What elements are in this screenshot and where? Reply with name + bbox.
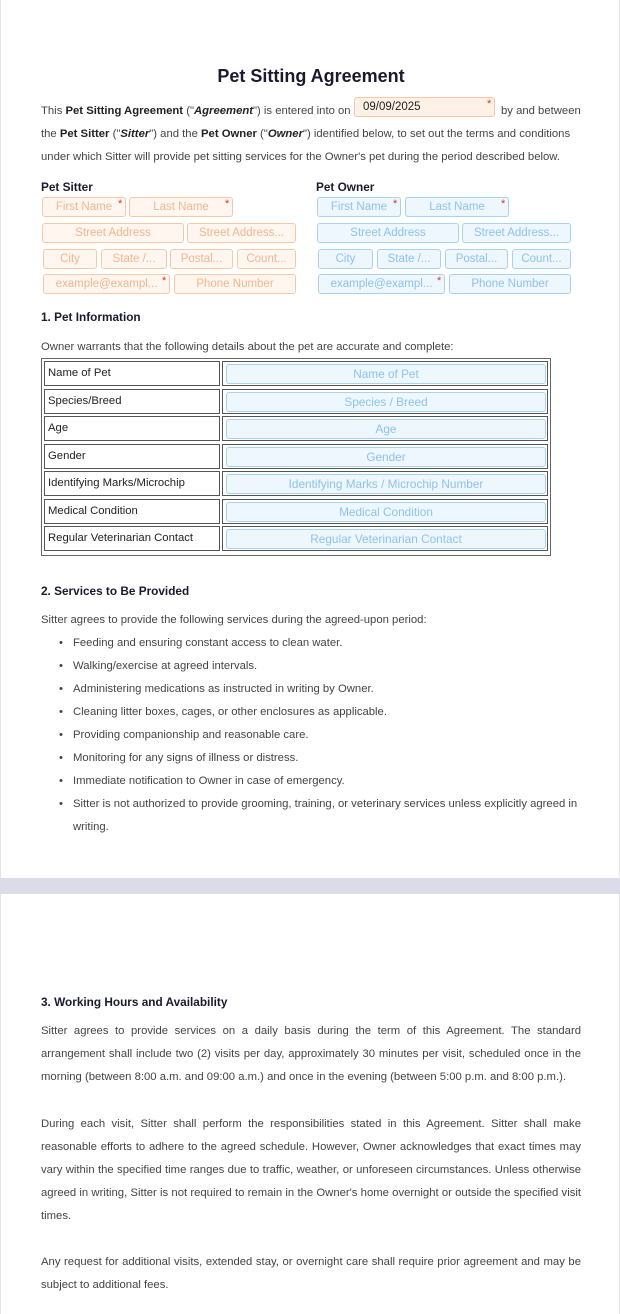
- pet-row-label: Name of Pet: [44, 361, 220, 386]
- sitter-street-address-input[interactable]: Street Address: [42, 223, 184, 243]
- table-row: [44, 416, 548, 441]
- required-marker: *: [393, 198, 398, 210]
- list-item: • Monitoring for any signs of illness or distress.: [59, 747, 579, 770]
- pet-row-cell: [222, 444, 548, 469]
- owner-city-input[interactable]: City: [318, 249, 373, 269]
- table-row: [44, 389, 548, 414]
- pet-row-cell: [222, 416, 548, 441]
- owner-phone-input[interactable]: Phone Number: [449, 274, 571, 294]
- pet-owner-heading: Pet Owner: [316, 180, 375, 194]
- intro-line-3: under which Sitter will provide pet sitting services for the Owner's pet during the period described below.: [41, 151, 560, 163]
- sitter-city-input[interactable]: City: [43, 249, 97, 269]
- required-marker: *: [501, 198, 506, 210]
- sitter-country-input[interactable]: Count...: [237, 249, 296, 269]
- agreement-date-input[interactable]: 09/09/2025: [354, 97, 495, 117]
- pet-row-label: Species/Breed: [44, 389, 220, 414]
- sitter-state-input[interactable]: State /...: [101, 249, 167, 269]
- required-marker: *: [225, 198, 230, 210]
- sitter-phone-input[interactable]: Phone Number: [174, 274, 296, 294]
- section-3-paragraph-1: Sitter agrees to provide services on a daily basis during the term of this Agreement. The standard arrangement shall include two (2) visits per day, approximately 30 minutes per visit, scheduled once in the morning (between 8:00 a.m. and 09:00 a.m.) and once in the evening (between 5:00 p.m. and 8:00 p.m.).: [41, 1025, 581, 1083]
- sitter-street-address-2-input[interactable]: Street Address...: [187, 223, 296, 243]
- list-item: • Feeding and ensuring constant access to clean water.: [59, 632, 579, 655]
- owner-street-address-2-input[interactable]: Street Address...: [462, 223, 571, 243]
- section-1-heading: 1. Pet Information: [41, 310, 141, 324]
- pet-row-label: Regular Veterinarian Contact: [44, 526, 220, 551]
- intro-by-and-between: by and between: [501, 105, 581, 117]
- list-item: • Cleaning litter boxes, cages, or other enclosures as applicable.: [59, 701, 579, 724]
- table-row: [44, 499, 548, 524]
- owner-country-input[interactable]: Count...: [512, 249, 571, 269]
- required-marker: *: [118, 198, 123, 210]
- pet-identifying-marks-input[interactable]: Identifying Marks / Microchip Number: [226, 474, 546, 494]
- table-row: [44, 526, 548, 551]
- pet-sitter-heading: Pet Sitter: [41, 180, 93, 194]
- list-item: • Sitter is not authorized to provide grooming, training, or veterinary services unless explicitly agreed in writing.: [59, 793, 579, 839]
- owner-state-input[interactable]: State /...: [377, 249, 441, 269]
- list-item: • Administering medications as instructed in writing by Owner.: [59, 678, 579, 701]
- sitter-last-name-input[interactable]: Last Name: [129, 197, 233, 217]
- pet-name-input[interactable]: Name of Pet: [226, 364, 546, 384]
- pet-row-cell: [222, 499, 548, 524]
- list-item: • Walking/exercise at agreed intervals.: [59, 655, 579, 678]
- table-row: [44, 361, 548, 386]
- sitter-email-input[interactable]: example@exampl...: [43, 274, 170, 294]
- section-3-paragraph-3: Any request for additional visits, extended stay, or overnight care shall require prior agreement and may be subject to additional fees.: [41, 1256, 581, 1291]
- sitter-postal-input[interactable]: Postal...: [170, 249, 233, 269]
- owner-postal-input[interactable]: Postal...: [445, 249, 508, 269]
- section-3-paragraph-2: During each visit, Sitter shall perform the responsibilities stated in this Agreement. Sitter shall make reasonable efforts to adhere to the agreed schedule. However, Owner acknowledges that exact times may vary within the specified time ranges due to traffic, weather, or unforeseen circumstances. Unless otherwise agreed in writing, Sitter is not required to remain in the Owner's home overnight or outside the specified visit times.: [41, 1118, 581, 1222]
- table-row: [44, 471, 548, 496]
- pet-row-label: Identifying Marks/Microchip: [44, 471, 220, 496]
- pet-veterinarian-contact-input[interactable]: Regular Veterinarian Contact: [226, 529, 546, 549]
- pet-gender-input[interactable]: Gender: [226, 447, 546, 467]
- list-item: • Providing companionship and reasonable care.: [59, 724, 579, 747]
- owner-last-name-input[interactable]: Last Name: [405, 197, 509, 217]
- table-row: [44, 444, 548, 469]
- owner-email-input[interactable]: example@exampl...: [318, 274, 445, 294]
- pet-row-label: Age: [44, 416, 220, 441]
- sitter-first-name-input[interactable]: First Name: [42, 197, 126, 217]
- pet-information-table: [41, 358, 551, 556]
- pet-row-cell: [222, 471, 548, 496]
- required-marker: *: [437, 275, 442, 287]
- document-page-2: [0, 894, 620, 1314]
- owner-first-name-input[interactable]: First Name: [317, 197, 401, 217]
- required-marker: *: [487, 98, 492, 110]
- services-list: [59, 632, 579, 839]
- intro-line-1: This Pet Sitting Agreement ("Agreement") is entered into on: [41, 105, 351, 117]
- pet-row-label: Gender: [44, 444, 220, 469]
- section-1-intro: Owner warrants that the following details about the pet are accurate and complete:: [41, 341, 454, 353]
- document-title: Pet Sitting Agreement: [217, 66, 405, 86]
- pet-row-cell: [222, 361, 548, 386]
- pet-row-label: Medical Condition: [44, 499, 220, 524]
- section-2-heading: 2. Services to Be Provided: [41, 584, 190, 598]
- pet-age-input[interactable]: Age: [226, 419, 546, 439]
- intro-line-2: the Pet Sitter ("Sitter") and the Pet Owner ("Owner") identified below, to set out the terms and conditions: [41, 128, 571, 140]
- pet-row-cell: [222, 389, 548, 414]
- page-separator: [0, 878, 620, 894]
- section-2-intro: Sitter agrees to provide the following services during the agreed-upon period:: [41, 614, 427, 626]
- pet-medical-condition-input[interactable]: Medical Condition: [226, 502, 546, 522]
- required-marker: *: [162, 275, 167, 287]
- owner-street-address-input[interactable]: Street Address: [317, 223, 459, 243]
- pet-species-breed-input[interactable]: Species / Breed: [226, 392, 546, 412]
- section-3-heading: 3. Working Hours and Availability: [41, 995, 228, 1009]
- list-item: • Immediate notification to Owner in case of emergency.: [59, 770, 579, 793]
- pet-row-cell: [222, 526, 548, 551]
